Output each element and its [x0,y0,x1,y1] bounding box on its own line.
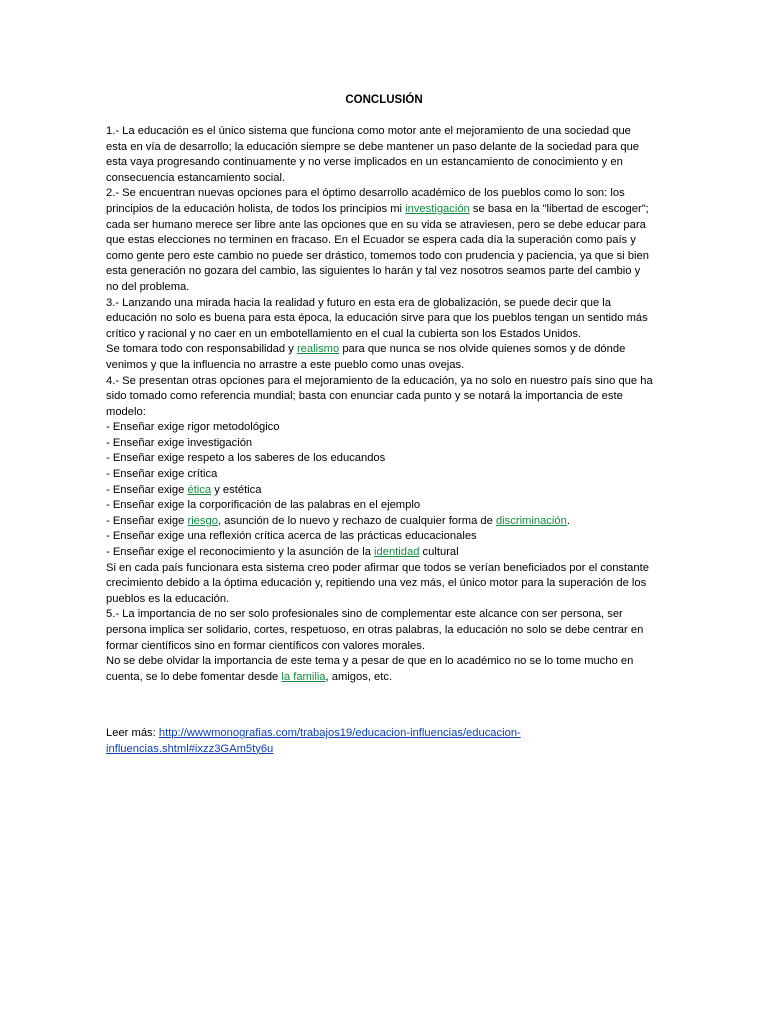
list-item: - Enseñar exige la corporificación de las palabras en el ejemplo [106,499,421,512]
text-line: persona implica ser solidario, cortes, respetuoso, en otras palabras, la educación no solo se debe centrar en [106,624,644,636]
text-line [106,670,666,686]
text-line: educación no solo es buena para esta época, la educación sirve para que los pueblos tengan un sentido más [106,312,648,325]
text-fragment: , asunción de lo nuevo y rechazo de cualquier forma de [217,514,496,527]
conclusion-body [106,124,666,685]
text-line: 4.- Se presentan otras opciones para el mejoramiento de la educación, ya no solo en nuestro país sino que ha [106,374,653,387]
text-fragment: principios de la educación holista, de todos los principios mi [106,202,406,215]
text-line: 3.- Lanzando una mirada hacia la realidad y futuro en esta era de globalización, se puede decir que la [106,296,612,309]
text-fragment: - Enseñar exige [106,483,188,496]
text-fragment: y estética [211,483,262,496]
list-item: - Enseñar exige rigor metodológico [106,421,280,434]
text-line: esta en vía de desarrollo; la educación siempre se debe mantener un paso delante de la sociedad para que [106,140,640,153]
text-line: esta generación no gozara del cambio, las siguientes lo harán y tal vez nosotros seamos parte del cambio y [106,265,641,278]
list-item [106,514,666,530]
text-line: que estas elecciones no terminen en fracaso. En el Ecuador se espera cada día la superación como país y [106,234,636,247]
list-item: - Enseñar exige crítica [106,468,218,481]
list-item: - Enseñar exige una reflexión crítica acerca de las prácticas educacionales [106,530,477,543]
source-link[interactable]: http://wwwmonografias.com/trabajos19/educacion-influencias/educacion- [158,727,521,739]
text-line: 5.- La importancia de no ser solo profesionales sino de complementar este alcance con ser persona, ser [106,608,623,621]
text-fragment: . [566,514,570,527]
text-line [106,202,666,218]
text-line: 1.- La educación es el único sistema que funciona como motor ante el mejoramiento de una sociedad que [106,125,631,137]
text-line: como gente pero este cambio no puede ser drástico, tomemos todo con prudencia y paciencia, ya que si bien [106,249,649,262]
text-line: esta vaya progresando continuamente y no verse implicados en un estancamiento de conocimiento y en [106,156,623,169]
read-more-label: Leer más: [106,727,159,739]
list-item [106,483,666,499]
text-line: Si en cada país funcionara esta sistema creo poder afirmar que todos se verían beneficiados por el constante [106,561,649,574]
text-line: crítico y racional y no caer en un embotellamiento en el cual la cubierta son los Estados Unidos. [106,327,582,340]
text-fragment: se basa en la "libertad de escoger"; [469,202,649,215]
list-item: - Enseñar exige investigación [106,436,253,449]
text-line: cada ser humano merece ser libre ante las opciones que en su vida se atraviesen, pero se debe educar para [106,218,646,231]
text-fragment: Se tomara todo con responsabilidad y [106,343,297,356]
text-line [106,342,666,358]
read-more-line [106,742,666,758]
text-line: 2.- Se encuentran nuevas opciones para el óptimo desarrollo académico de los pueblos como lo son: los [106,187,625,200]
text-line: formar científicos sino en formar científicos con valores morales. [106,639,425,652]
text-line: venimos y que la influencia no arrastre a este pueblo como unas ovejas. [106,358,465,371]
link-etica[interactable]: ética [187,483,212,496]
page-title: CONCLUSIÓN [345,94,423,106]
text-fragment: - Enseñar exige [106,514,188,527]
link-realismo[interactable]: realismo [296,343,340,356]
text-line: no del problema. [106,280,190,293]
text-line: modelo: [106,405,146,418]
list-item: - Enseñar exige respeto a los saberes de los educandos [106,452,386,465]
text-fragment: cultural [419,546,459,559]
text-line: No se debe olvidar la importancia de este tema y a pesar de que en lo académico no se lo tome mucho en [106,655,634,668]
text-line: sido tomado como referencia mundial; basta con enunciar cada punto y se notará la importancia de este [106,390,623,403]
link-la-familia[interactable]: la familia [281,670,326,683]
link-riesgo[interactable]: riesgo [187,514,218,527]
list-item [106,545,666,561]
text-fragment: , amigos, etc. [325,670,393,683]
read-more-block [106,726,666,757]
source-link-continued[interactable]: influencias.shtml#ixzz3GAm5ty6u [106,742,274,755]
text-fragment: - Enseñar exige el reconocimiento y la asunción de la [106,546,375,559]
link-investigacion[interactable]: investigación [405,202,470,215]
text-line: pueblos es la educación. [106,592,230,605]
text-fragment: cuenta, se lo debe fomentar desde [106,670,282,683]
link-identidad[interactable]: identidad [374,546,420,559]
read-more-line [106,726,666,742]
text-line: consecuencia estancamiento social. [106,171,286,184]
text-fragment: para que nunca se nos olvide quienes somos y de dónde [339,343,626,356]
text-line: crecimiento debido a la óptima educación y, repitiendo una vez más, el único motor para la superación de los [106,577,647,590]
link-discriminacion[interactable]: discriminación [495,514,567,527]
